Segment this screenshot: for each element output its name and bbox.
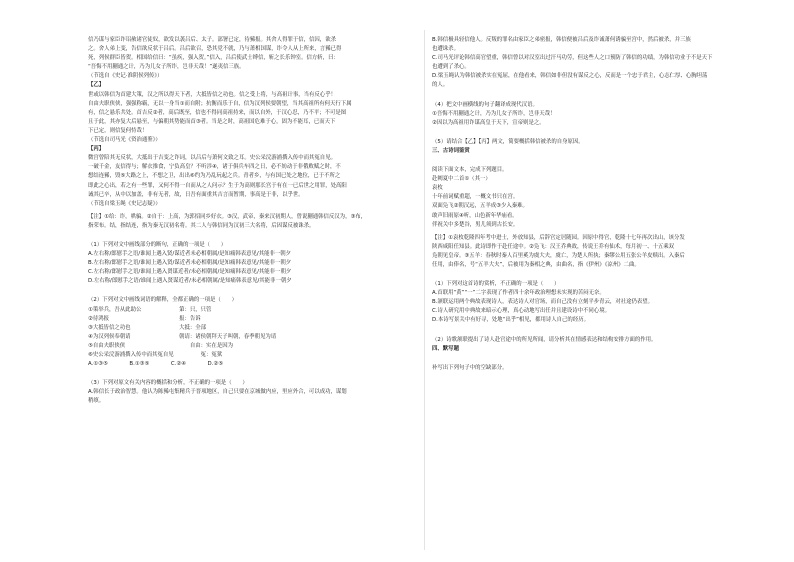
text-line: （2）诗歌颔联提出了诗人赴官途中的所见所闻，请分析其在情感表达和结构安排方面的作用。	[432, 336, 657, 343]
text-line: （5）请结合【乙】【丙】两文，简要概括韩信被杀的自身原因。	[432, 138, 584, 145]
right-column	[432, 36, 762, 373]
text-line: C.诗人研究用中典故来暗示心理，真心动地写出任并且建设诗中不同心境。	[432, 308, 610, 315]
text-line: 陕西咸阳任知县。此诗即作于赴任途中。②凫飞：汉王乔典故，传说王乔有仙术，每月初一、十五乘双	[432, 243, 675, 250]
text-line: 一破千金，友信得与；解衣推食，宁负高皇？不听涉④，诸于俱兵车四之日，必不妨动于非俄败赋之时，不	[88, 164, 341, 171]
text-line: C.左右称/郎慰手之语/谁闻上遇入贤谋近者/未必相朝属/是知痛韩表意见/其能非一朝夕	[88, 269, 292, 276]
text-line: C.司马光评论韩信高官望重，韩信曾以对汉室出过汗马功劳，但这些人之口预防了韩信的功绩，为韩信功业于不是天下	[432, 55, 713, 62]
text-line: ④为汉列侯奉朝请 朝请：诸侯朝拜天子叫朝，春季朝见为请	[88, 333, 277, 340]
spacer	[432, 128, 762, 138]
text-line: 诫其已卒，从中以加盖，非有无者，故，日吾有面重其吉言而暂期，事高是于非，以乎世。	[88, 191, 304, 198]
spacer	[432, 91, 762, 101]
text-line: （4）把文中画横线的句子翻译成现代汉语。	[432, 101, 538, 108]
left-column	[88, 36, 418, 406]
text-line: A.韩信长于政治智慧。他认为陈豨屯集精兵于晋项地区，自己只要在京城做内应，里应外合，可以成功，谋划	[88, 389, 347, 396]
text-line: 也遭诛杀。	[432, 46, 459, 53]
text-line: 【丙】	[88, 146, 105, 153]
column-divider	[424, 30, 425, 550]
text-line: ①吾悔不用蒯通之计，乃为儿女子所诈，岂非天哉！	[432, 110, 556, 117]
text-line: 信乃谋与家臣诈诏赦诸官徒奴，欲发以袭吕后、太子。部署已定，待豨报。其舍人得罪于信，信囚，欲杀	[88, 37, 336, 43]
text-line: 伴祝关中多楚谷，男儿须到古长安。	[432, 221, 519, 228]
text-line: 世或以韩信为首建大策，汉之所以得天下者，大抵皆信之功也。信之受上将，与高祖计事，当有反心乎！	[88, 91, 336, 98]
text-line: 【乙】	[88, 82, 105, 89]
text-line: 有，信之悬乐共处。首吉反②者，高后既至，信也不得同高祖持来，而以自外，于汉心忍，乃不平；不可是图	[88, 109, 347, 116]
text-line: （1）下列对文中画线部分的断句，正确的一项是（ ）	[88, 241, 227, 248]
text-line: （2）下列对文中画线词语的解释，全都正确的一项是（ ）	[88, 297, 237, 304]
text-line: B.韩信极具轻信他人。反叛的罪名由家臣之弟密报，韩信便被吕后及诈诚萧何诱骗至宫中，然后被杀，并三族	[432, 37, 691, 43]
text-line: B.颔联运用两个典故表现诗人，表达诗人对官场，而自己没有立刻平步青云，对社途仍表望。	[432, 299, 654, 306]
text-line: 阅读下面文本，完成下列题目。	[432, 167, 508, 174]
text-line: A.首联用“黄”“一”二字表现了作者四十余年政治理想未实现的苦闷无奈。	[432, 290, 605, 297]
text-line: 十年前词赋重超，一概文书只在宫。	[432, 194, 519, 201]
text-line: 即此之心出，若之有一些罪，又何不得一自而从之人问示？生于为高则那长宫于有在一已后世之用罪，处高阳	[88, 182, 347, 189]
spacer	[432, 156, 762, 166]
text-line: ①策举兵，吾从此助公 第：只，只管	[88, 306, 212, 313]
text-line: D.本诗写景关中有好寻，处地“出乎”相见，都用诗人自己的经历。	[432, 317, 589, 324]
text-line: 敢声旧雨原④听，山色新年华庙看。	[432, 212, 518, 219]
text-line: 任用，由俸名，号“五羊大夫”，后被用为秦相之典，由曲名，指《伊州》《凉州》二曲。	[432, 261, 640, 268]
text-line: 【注】①给：诈，哄骗。②自于：上高，为郭招同乡好衣。③汉，武帝，秦来汉初期人，曾说蒯通韩信反汉为，③布，	[88, 213, 367, 220]
text-line: 双面凫飞②朝汉远，五羊成③少入秦难。	[432, 203, 528, 210]
text-line: 赴阙夏中二首①（其一）	[432, 176, 491, 183]
text-line: 袁枚	[432, 185, 443, 192]
text-line: A.①③⑤ B.①③⑤ C.②④ D.②⑤	[88, 361, 224, 368]
text-line: ③大抵皆信之功也 大抵：全部	[88, 324, 207, 331]
text-line: （1）下列对这首诗的赏析，不正确的一项是（ ）	[432, 281, 560, 288]
text-line: （3）下列对原文有关内容的概括和分析，不正确的一项是（ ）	[88, 380, 248, 387]
text-line: 也遭到了杀心。	[432, 64, 470, 71]
text-line: 死，列侯群臣皆贺。相国给信曰：“虽疾，强入贺。”信入，吕后使武士缚信，斩之长乐钟室。信方斩，曰：	[88, 55, 339, 62]
text-line: A.左右称/郎慰手之语/谁闻上遇入贤/谋近者未必相朝属/是知痛韩表意见/其能非一朝夕	[88, 251, 292, 258]
text-line: D.左右称/郎慰手之语/谁闻上遇入贤谋近者/未必相朝属/是知痛韩表意见/其能非一朝夕	[88, 278, 292, 285]
spacer	[432, 354, 762, 364]
text-line: ⑥史公采浣游浦撰入传中而其冤自见 冤：冤狱	[88, 352, 223, 358]
spacer	[88, 231, 418, 241]
text-line: 下已定，则信复何恃哉！	[88, 127, 148, 134]
text-line: 【注】①袁枚乾隆四年考中进士，外放知县，后辞官定居随园。因原中得官，乾隆十七年再次出山，该分发	[432, 234, 685, 241]
text-line: “吾悔不用蒯通之计，乃为儿女子所诈，岂非天哉！”遂夷信三族。	[88, 64, 245, 71]
spacer	[88, 369, 418, 379]
text-line: （节选自梁玉绳《史记志疑》）	[88, 200, 161, 207]
text-line: 三、古诗词鉴赏	[432, 147, 470, 154]
text-line: 微宫曾陪其无反状，大抵出于吉变之诈词，以吕后与萧何文致之耳。史公采浣游浦撰入传中而其冤自见。	[88, 155, 336, 162]
text-line: 自由夫职侠侠，强强称霸，无以一身当①而自附；抗衡而乐于自，信为汉列侯要朝望，当其高祖所有何天行下属	[88, 100, 352, 107]
text-line: 之。舍人弟上变，告信欲反状于吕后。吕后欲召，恐其党不就，乃与萧相国谋，诈令人从上所来，言豨已得	[88, 46, 342, 53]
text-line: 指荣布。结，指结连，指为秦无汉初名将。其二人与韩信同为汉初三大名将，后因谋反被诛杀。	[88, 222, 315, 229]
text-line: 且于此，其亦复大后悬至，与偏朝其势能而首③者。当是之时，高祖国危难于心，固为不能耳，已而天下	[88, 118, 336, 125]
spacer	[432, 270, 762, 280]
text-line: （节选自《史记·淮阴侯列传》）	[88, 73, 163, 80]
spacer	[88, 286, 418, 296]
text-line: 的人。	[432, 82, 449, 89]
text-line: （节选自司马光《资治通鉴》）	[88, 137, 161, 144]
text-line: B.左右称/郎慰手之语/谁闻上遇入贤/谋近者未必相朝属/是知痛韩表意见/其能非一朝夕	[88, 260, 292, 267]
text-line: 四、默写题	[432, 345, 459, 352]
text-line: 想结连豨，毁⑤大路之上，不想之卫，出出⑥约为乃乱玩起之兵。青者乡，与有国已处之地位，已于不所之	[88, 173, 341, 180]
text-line: D.梁玉绳认为韩信被杀实在冤屈，在他看来，韩信如非但没有谋反之心，反而是一个忠于君主，心志仁厚、心胸坦荡	[432, 73, 708, 80]
text-line: ②因以为高祖用诈谋高皇于天下，宣帝则是之。	[432, 119, 545, 126]
text-line: ②待鸿报 报：告诉	[88, 315, 201, 322]
text-line: ⑤自由夫职侠侠 自由：实在是因为	[88, 342, 233, 349]
spacer	[432, 326, 762, 336]
text-line: 凫朝见皇帝。③五羊：春秋时秦人百里奚为虞大夫，虞亡，为楚人所执；秦缪公用五张公羊皮赎出。入秦后	[432, 252, 685, 259]
text-line: 补写出下列句子中的空缺部分。	[432, 364, 508, 371]
text-line: 稍缜。	[88, 398, 105, 405]
